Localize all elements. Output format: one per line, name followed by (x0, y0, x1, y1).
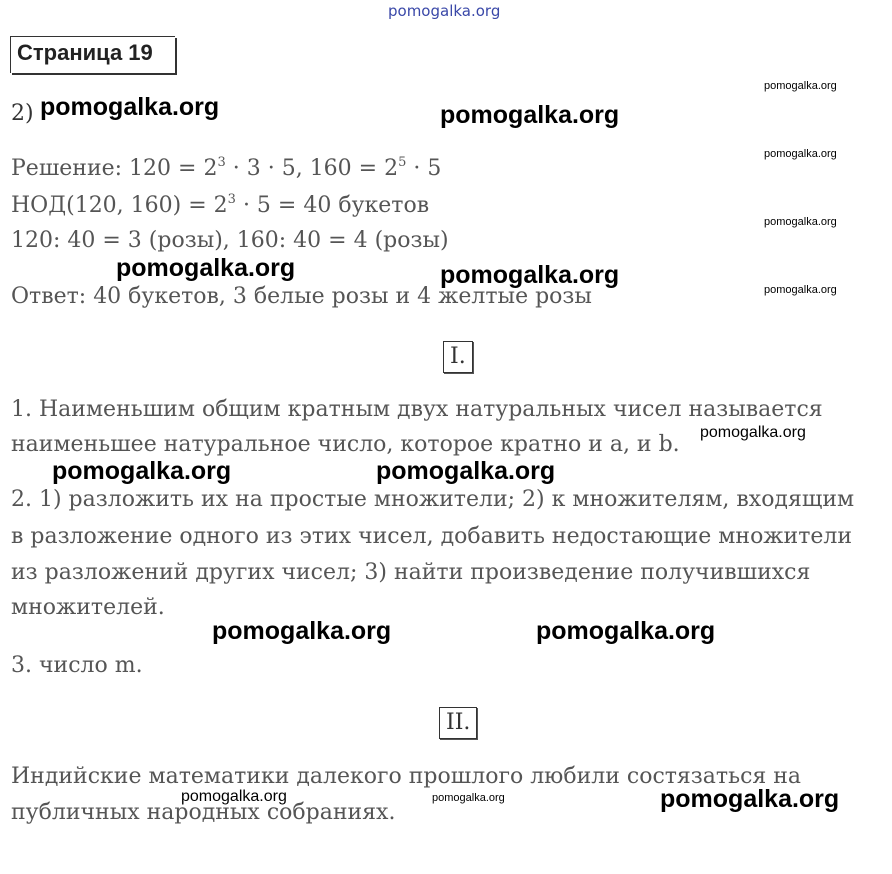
watermark: pomogalka.org (440, 261, 620, 289)
watermark: pomogalka.org (376, 457, 556, 485)
watermark-top[interactable]: pomogalka.org (388, 2, 501, 20)
section-1-item-2-line-1: 2. 1) разложить их на простые множители; 2) к множителям, входящим (11, 487, 855, 512)
solution-line-3: 120: 40 = 3 (розы), 160: 40 = 4 (розы) (11, 228, 449, 253)
watermark: pomogalka.org (40, 93, 220, 121)
watermark: pomogalka.org (764, 148, 837, 160)
watermark: pomogalka.org (764, 80, 837, 92)
page-label: Страница 19 (17, 40, 153, 65)
section-2-line-2: публичных народных собраниях. (11, 800, 396, 825)
watermark: pomogalka.org (440, 101, 620, 129)
section-1-item-3: 3. число m. (11, 653, 143, 678)
answer-line: Ответ: 40 букетов, 3 белые розы и 4 желтые розы (11, 284, 592, 309)
watermark: pomogalka.org (536, 617, 716, 645)
task-number: 2) (11, 101, 34, 126)
solution-line-1: Решение: $120 = 2^3 \cdot 3 \cdot 5$, $160 = 2^5 \cdot 5$ (11, 155, 442, 181)
section-1-item-2-line-4: множителей. (11, 595, 165, 620)
watermark: pomogalka.org (212, 617, 392, 645)
watermark: pomogalka.org (432, 792, 505, 804)
watermark: pomogalka.org (764, 284, 837, 296)
section-1-label: I. (443, 341, 473, 373)
watermark: pomogalka.org (700, 424, 806, 441)
section-1-item-1-line-2: наименьшее натуральное число, которое кратно и a, и b. (11, 432, 680, 457)
section-2-line-1: Индийские математики далекого прошлого любили состязаться на (11, 764, 802, 789)
section-1-item-2-line-2: в разложение одного из этих чисел, добавить недостающие множители (11, 524, 853, 549)
watermark: pomogalka.org (52, 457, 232, 485)
solution-line-2: НОД(120, $160) = 2^3 \cdot 5 = 40$ букетов (11, 192, 430, 218)
section-2-label: II. (439, 707, 477, 739)
watermark: pomogalka.org (116, 254, 296, 282)
section-1-item-2-line-3: из разложений других чисел; 3) найти произведение получившихся (11, 560, 811, 585)
watermark: pomogalka.org (764, 216, 837, 228)
watermark: pomogalka.org (181, 788, 287, 805)
watermark: pomogalka.org (660, 785, 840, 813)
section-1-item-1-line-1: 1. Наименьшим общим кратным двух натуральных чисел называется (11, 397, 823, 422)
